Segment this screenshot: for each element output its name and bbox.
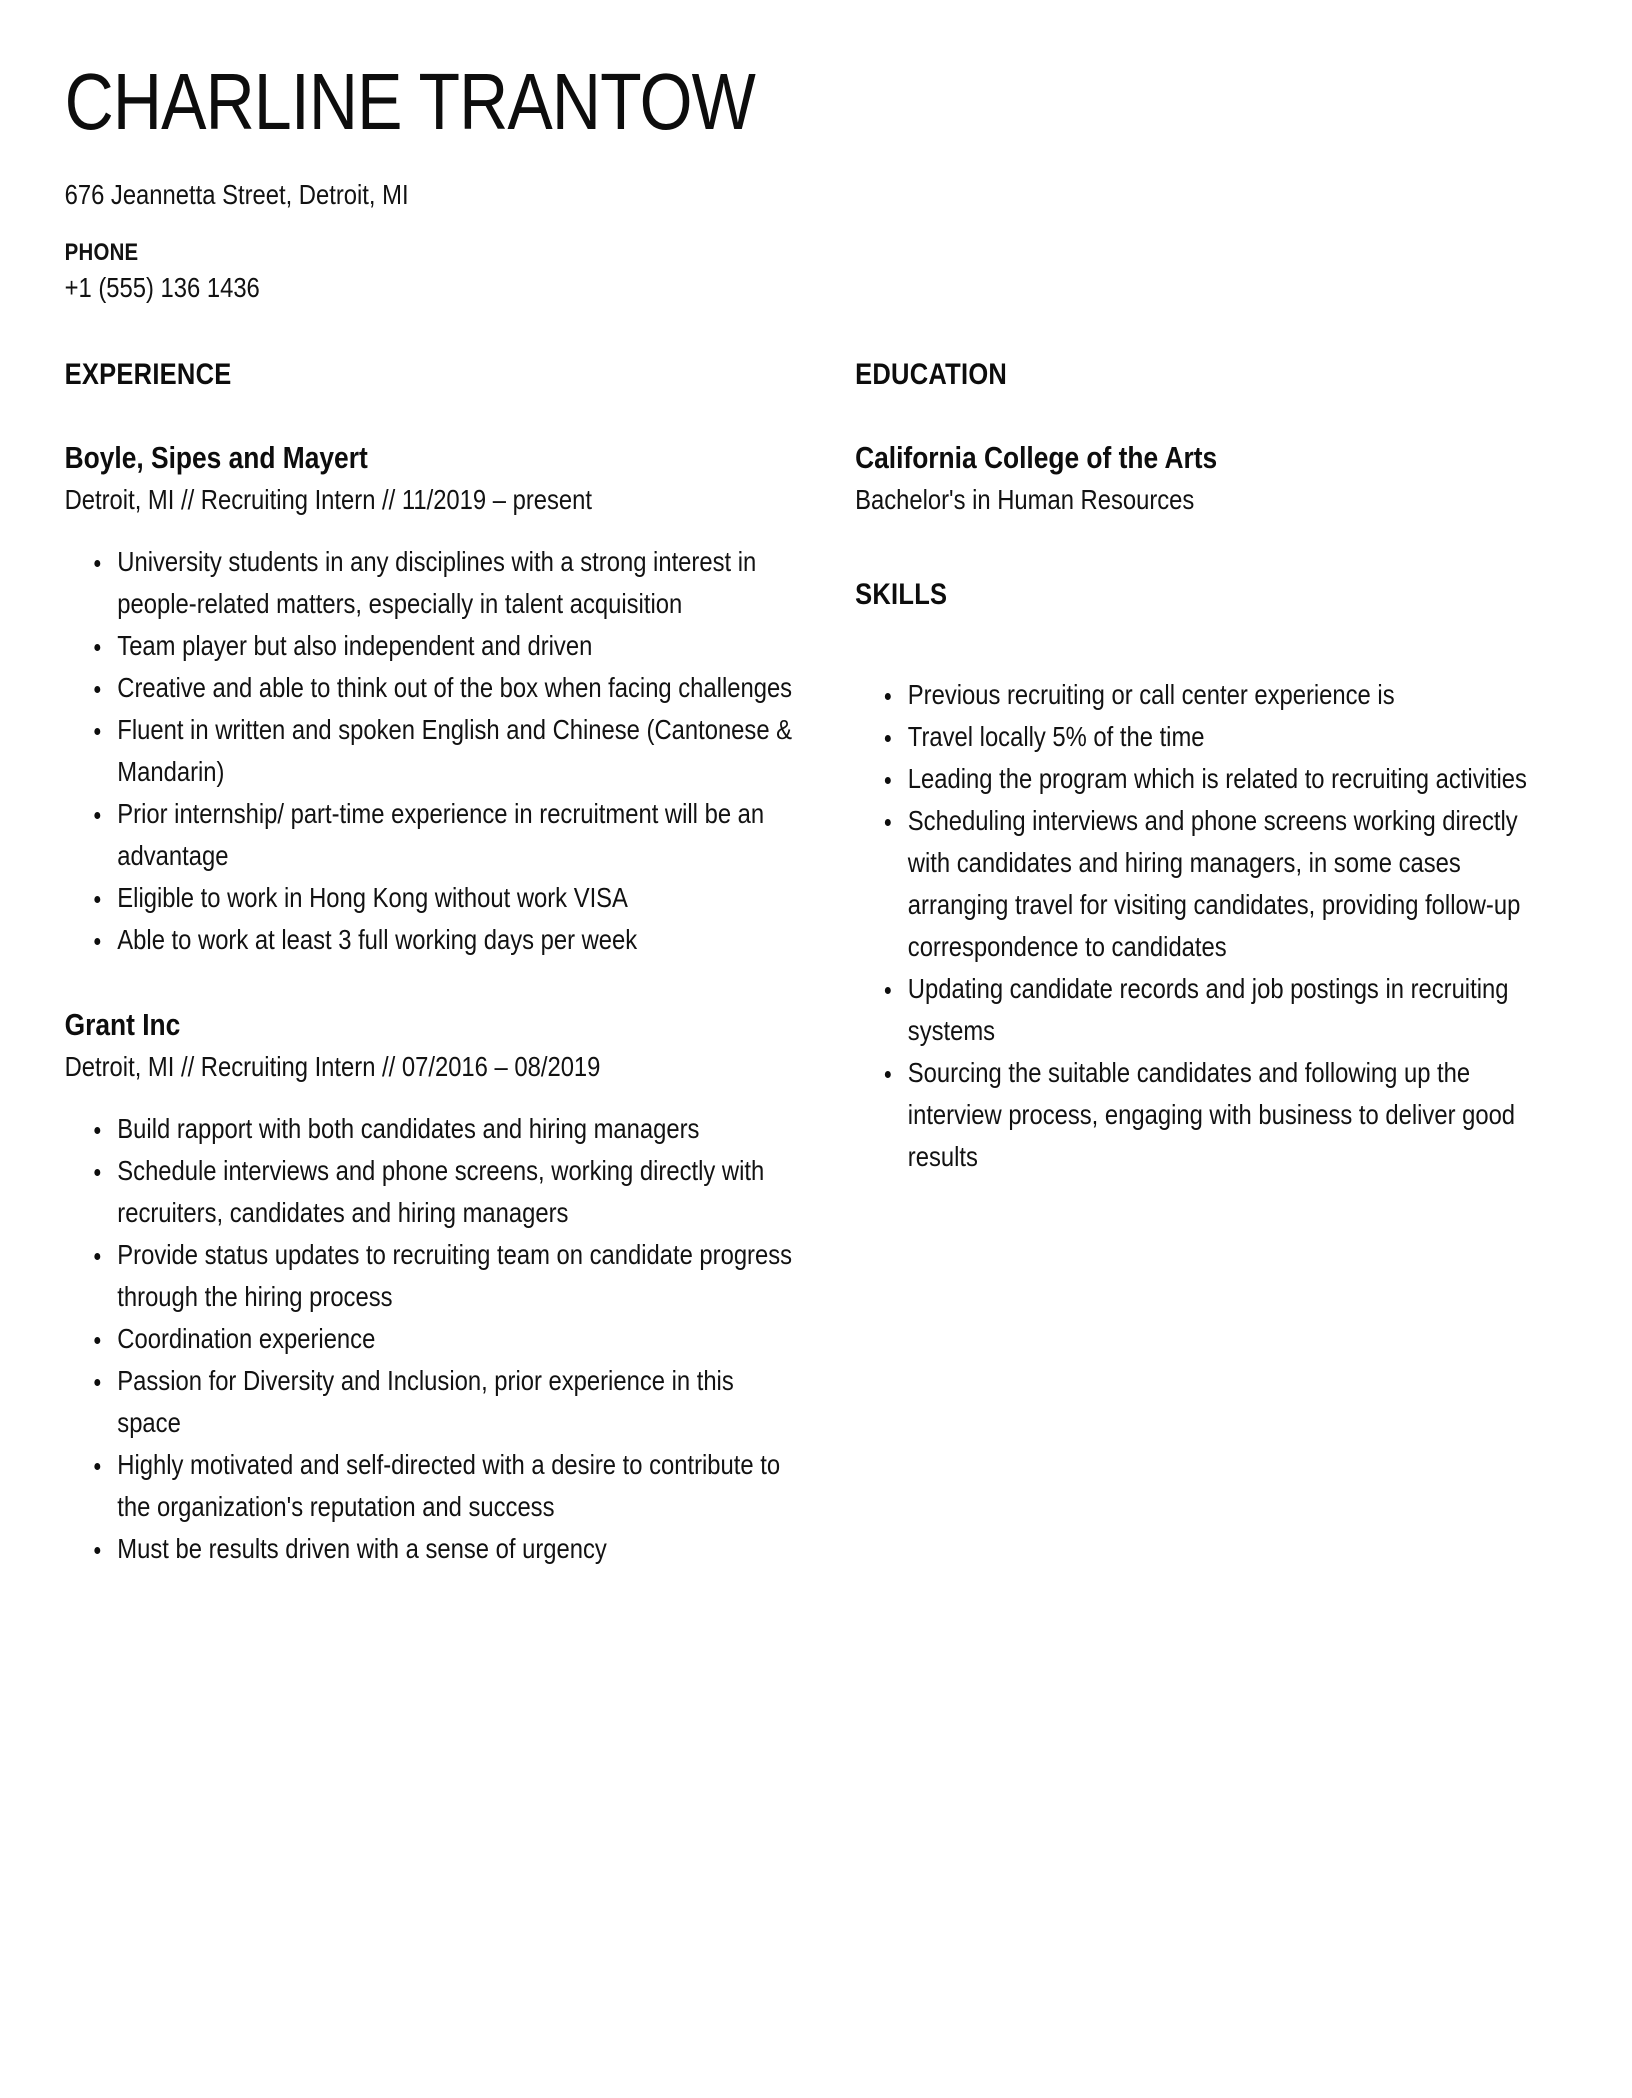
school-name: California College of the Arts [855, 440, 1218, 475]
job-meta: Detroit, MI // Recruiting Intern // 07/2016 – 08/2019 [64, 1051, 601, 1082]
skill-bullet: • Sourcing the suitable candidates and following up the interview process, engaging with business to deliver good results [903, 1052, 1565, 1178]
job-bullet: • Creative and able to think out of the box when facing challenges [112, 667, 800, 709]
job-bullet: • Coordination experience [112, 1318, 800, 1360]
job-meta: Detroit, MI // Recruiting Intern // 11/2019 – present [64, 484, 592, 515]
job-bullet: • Fluent in written and spoken English and Chinese (Cantonese & Mandarin) [112, 709, 800, 793]
job-bullet: • Prior internship/ part-time experience in recruitment will be an advantage [112, 793, 800, 877]
experience-entry [65, 439, 800, 961]
education-entry [855, 439, 1565, 521]
section-title-skills: SKILLS [855, 578, 948, 611]
skill-bullet: • Updating candidate records and job postings in recruiting systems [903, 968, 1565, 1052]
skills-section [855, 576, 1565, 1178]
company-name: Grant Inc [64, 1007, 181, 1042]
job-bullet: • University students in any disciplines with a strong interest in people-related matters, especially in talent acquisition [112, 541, 800, 625]
left-column [65, 356, 800, 1570]
skills-bullet-list [855, 674, 1565, 1178]
right-column [855, 356, 1565, 1178]
skill-bullet: • Leading the program which is related to recruiting activities [903, 758, 1565, 800]
section-title-experience: EXPERIENCE [64, 358, 232, 391]
degree-line: Bachelor's in Human Resources [855, 484, 1195, 515]
skill-bullet: • Scheduling interviews and phone screens working directly with candidates and hiring managers, in some cases arranging travel for visiting candidates, providing follow-up correspondence to candidates [903, 800, 1565, 968]
experience-entry [65, 1006, 800, 1570]
address-line: 676 Jeannetta Street, Detroit, MI [64, 179, 409, 210]
job-bullet: • Must be results driven with a sense of urgency [112, 1528, 800, 1570]
job-bullet: • Provide status updates to recruiting team on candidate progress through the hiring process [112, 1234, 800, 1318]
skill-bullet: • Previous recruiting or call center experience is [903, 674, 1565, 716]
section-title-education: EDUCATION [855, 358, 1008, 391]
phone-label: PHONE [64, 239, 139, 266]
job-bullet-list [65, 1108, 800, 1570]
job-bullet: • Build rapport with both candidates and hiring managers [112, 1108, 800, 1150]
job-bullet: • Passion for Diversity and Inclusion, prior experience in this space [112, 1360, 800, 1444]
skill-bullet: • Travel locally 5% of the time [903, 716, 1565, 758]
job-bullet: • Eligible to work in Hong Kong without work VISA [112, 877, 800, 919]
job-bullet-list [65, 541, 800, 961]
two-column-layout [65, 356, 1565, 1570]
company-name: Boyle, Sipes and Mayert [64, 440, 368, 475]
job-bullet: • Schedule interviews and phone screens, working directly with recruiters, candidates and hiring managers [112, 1150, 800, 1234]
job-bullet: • Team player but also independent and driven [112, 625, 800, 667]
phone-number: +1 (555) 136 1436 [64, 272, 260, 303]
job-bullet: • Able to work at least 3 full working days per week [112, 919, 800, 961]
job-bullet: • Highly motivated and self-directed with a desire to contribute to the organization's reputation and success [112, 1444, 800, 1528]
person-name: CHARLINE TRANTOW [64, 57, 756, 146]
